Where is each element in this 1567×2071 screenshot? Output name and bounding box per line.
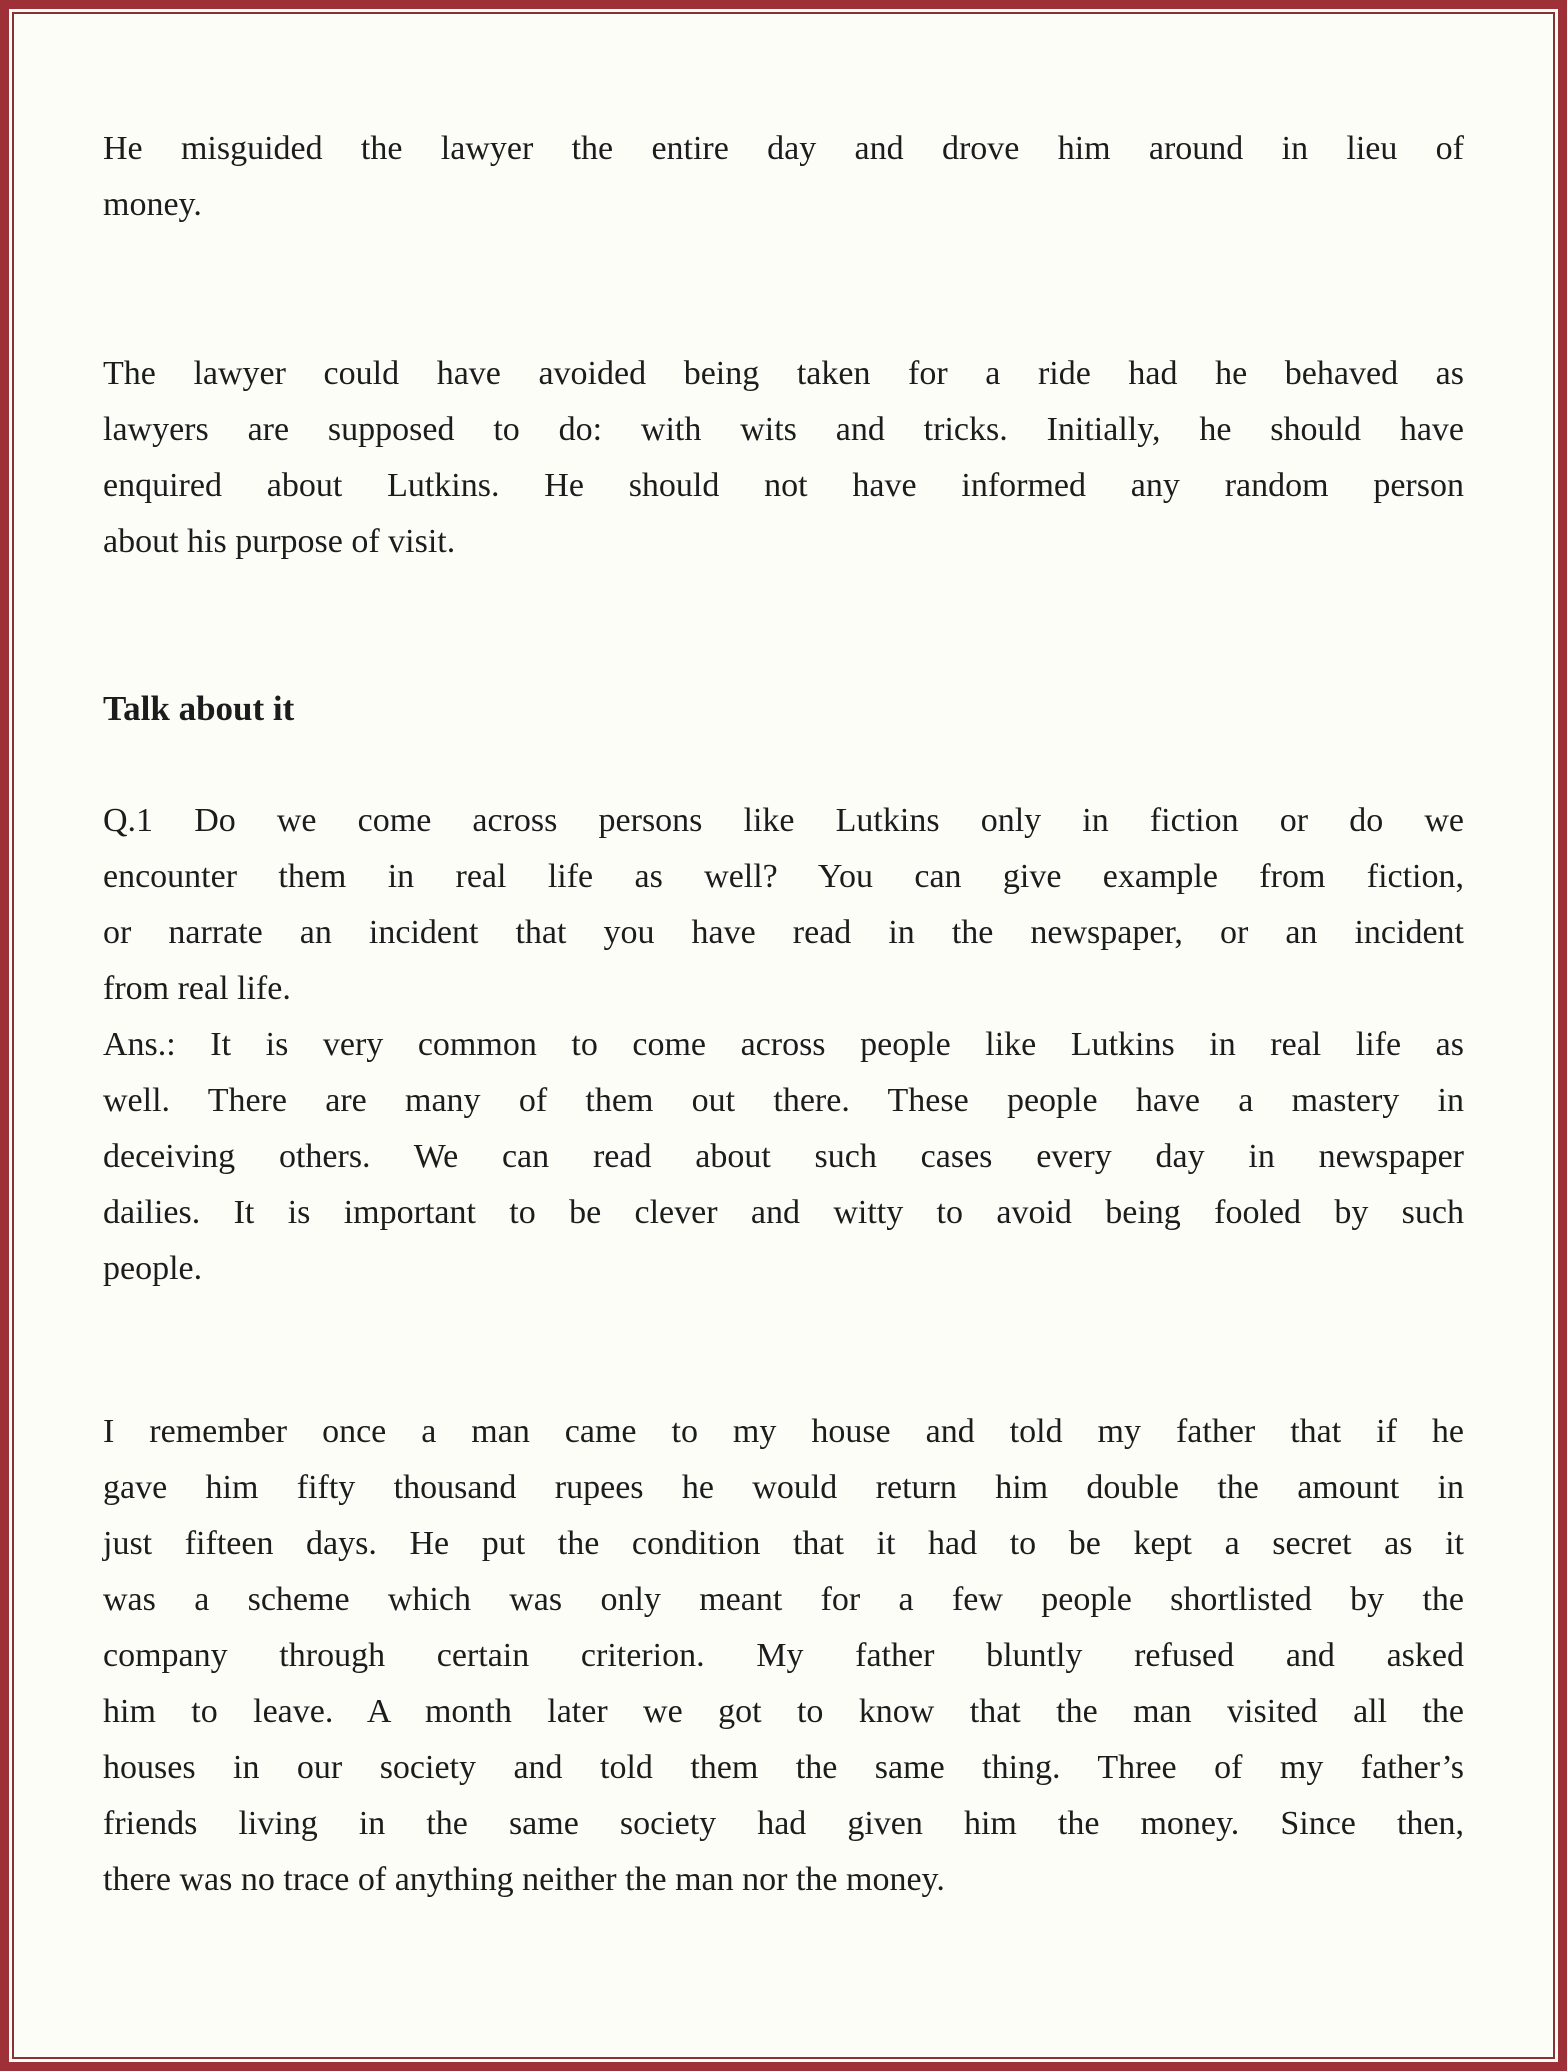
text-line: houses in our society and told them the same thing. Three of my father’s [103, 1749, 1464, 1786]
text-line: The lawyer could have avoided being taken for a ride had he behaved as [103, 355, 1464, 392]
text-line: people. [103, 1250, 203, 1287]
text-line: enquired about Lutkins. He should not have informed any random person [103, 467, 1464, 504]
text-line: dailies. It is important to be clever and witty to avoid being fooled by such [103, 1194, 1464, 1231]
text-line: Q.1 Do we come across persons like Lutkins only in fiction or do we [103, 802, 1464, 839]
text-line: from real life. [103, 970, 291, 1007]
text-line: friends living in the same society had given him the money. Since then, [103, 1805, 1464, 1842]
text-line: I remember once a man came to my house and told my father that if he [103, 1413, 1464, 1450]
paragraph-question-answer [103, 793, 1464, 1297]
text-line: deceiving others. We can read about such cases every day in newspaper [103, 1138, 1464, 1175]
page-inner-frame [12, 12, 1555, 2059]
paragraph-lawyer-avoided [103, 346, 1464, 570]
text-line: about his purpose of visit. [103, 523, 456, 560]
text-line: company through certain criterion. My father bluntly refused and asked [103, 1637, 1464, 1674]
text-line: well. There are many of them out there. These people have a mastery in [103, 1082, 1464, 1119]
text-line: He misguided the lawyer the entire day and drove him around in lieu of [103, 130, 1464, 167]
text-line: gave him fifty thousand rupees he would return him double the amount in [103, 1469, 1464, 1506]
text-line: just fifteen days. He put the condition that it had to be kept a secret as it [103, 1525, 1464, 1562]
text-line: Ans.: It is very common to come across people like Lutkins in real life as [103, 1026, 1464, 1063]
paragraph-remember-incident [103, 1404, 1464, 1908]
text-line: or narrate an incident that you have read in the newspaper, or an incident [103, 914, 1464, 951]
text-line: lawyers are supposed to do: with wits and tricks. Initially, he should have [103, 411, 1464, 448]
text-line: encounter them in real life as well? You can give example from fiction, [103, 858, 1464, 895]
text-line: was a scheme which was only meant for a few people shortlisted by the [103, 1581, 1464, 1618]
page-sheet [9, 9, 1558, 2062]
document-body [14, 14, 1553, 1908]
section-heading-talk-about-it: Talk about it [103, 689, 295, 728]
text-line: him to leave. A month later we got to know that the man visited all the [103, 1693, 1464, 1730]
text-line: money. [103, 186, 202, 223]
text-line: there was no trace of anything neither the man nor the money. [103, 1861, 945, 1898]
paragraph-misguided [103, 121, 1464, 233]
